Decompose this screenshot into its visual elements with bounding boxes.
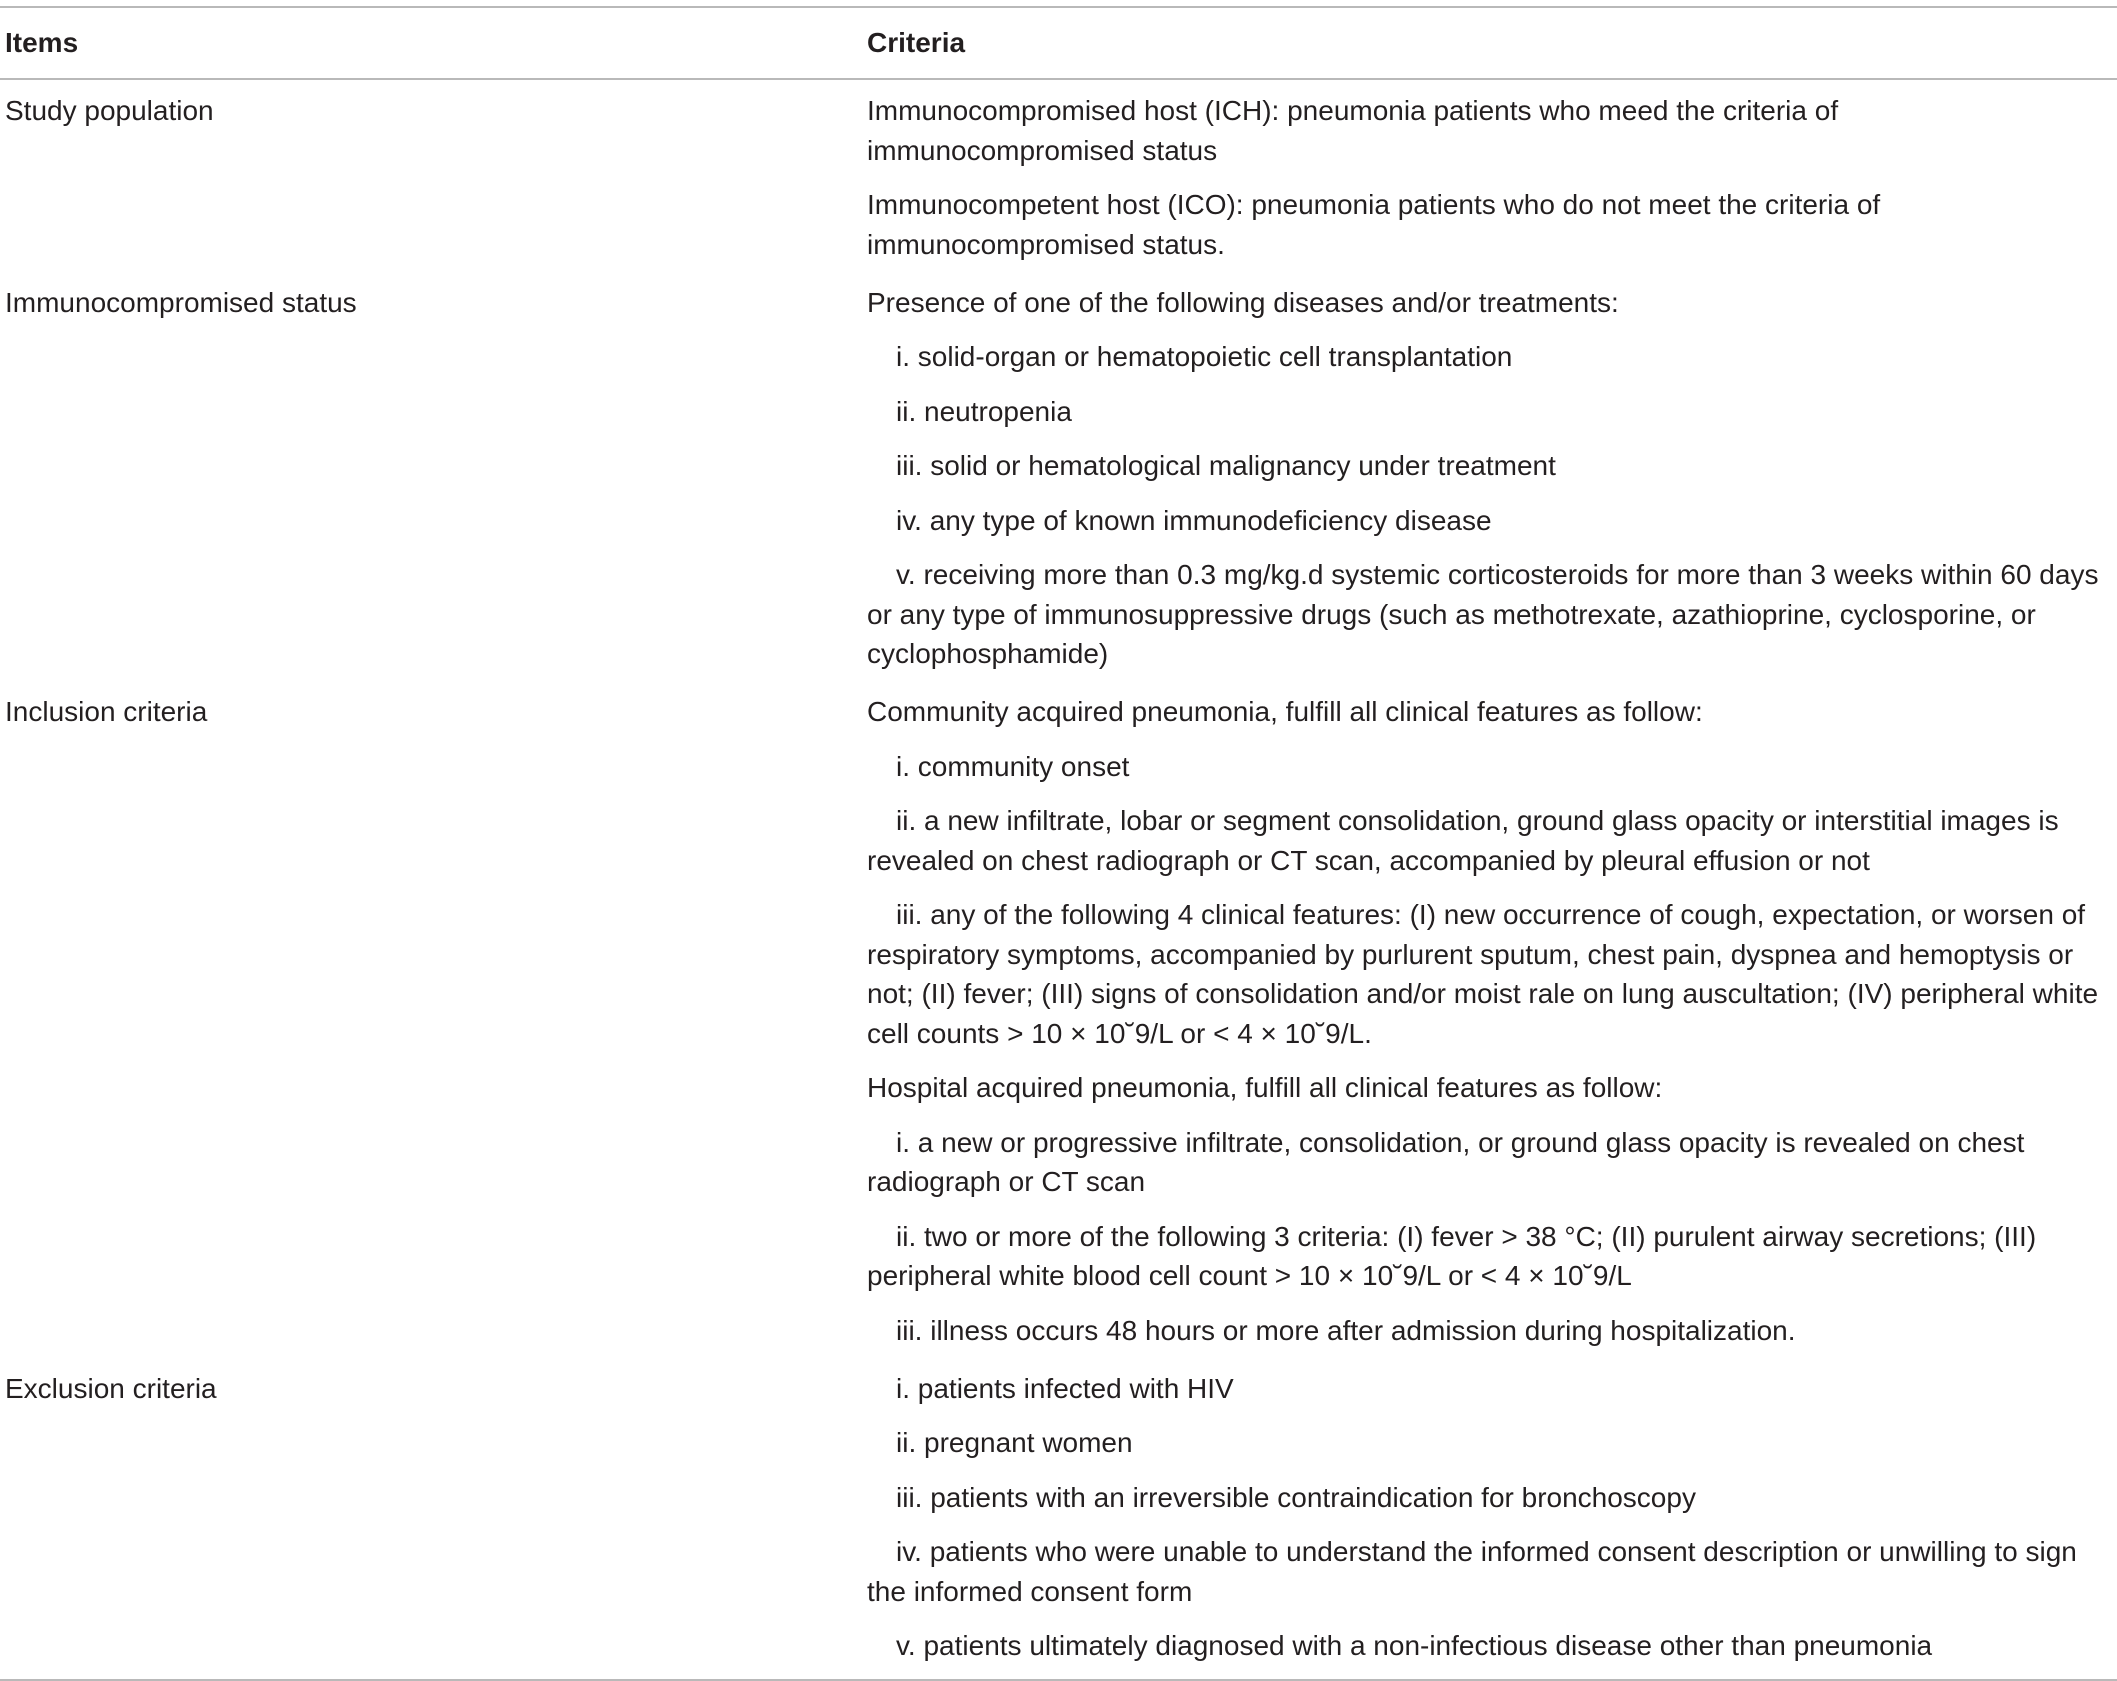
criteria-paragraph: ii. a new infiltrate, lobar or segment consolidation, ground glass opacity or interstitial images is revealed on chest radiograph or CT scan, accompanied by pleural effusion or not [867,805,2059,876]
table-row [0,681,2117,1358]
row-item-label: Study population [5,95,214,126]
criteria-paragraph: iii. illness occurs 48 hours or more after admission during hospitalization. [896,1314,1796,1346]
table-row [0,1358,2117,1674]
criteria-paragraph: v. receiving more than 0.3 mg/kg.d systemic corticosteroids for more than 3 weeks within 60 days or any type of immunosuppressive drugs (such as methotrexate, azathioprine, cyclosporine, or cyclophosphamide) [867,559,2099,669]
row-criteria-cell [867,80,2117,272]
criteria-paragraph: ii. two or more of the following 3 criteria: (I) fever > 38 °C; (II) purulent airway secretions; (III) peripheral white blood cell count > 10 × 10˘9/L or < 4 × 10˘9/L [867,1220,2037,1291]
criteria-paragraph: ii. neutropenia [896,395,1072,427]
header-items: Items [5,27,79,58]
criteria-paragraph: iii. any of the following 4 clinical features: (I) new occurrence of cough, expectation, or worsen of respiratory symptoms, accompanied by purlurent sputum, chest pain, dyspnea and hemoptysis or not; (II) fever; (III) signs of consolidation and/or moist rale on lung auscultation; (IV) peripheral white cell counts > 10 × 10˘9/L or < 4 × 10˘9/L. [867,899,2099,1049]
row-criteria-cell [867,681,2117,1358]
criteria-paragraph: i. solid-organ or hematopoietic cell transplantation [896,341,1513,372]
criteria-table [0,6,2117,1681]
criteria-paragraph: Immunocompromised host (ICH): pneumonia patients who meed the criteria of immunocompromised status [867,95,1839,166]
table-row [0,272,2117,682]
criteria-paragraph: i. community onset [896,750,1130,782]
criteria-paragraph: ii. pregnant women [896,1427,1133,1458]
criteria-paragraph: i. patients infected with HIV [896,1372,1234,1404]
criteria-paragraph: v. patients ultimately diagnosed with a non-infectious disease other than pneumonia [896,1630,1933,1661]
criteria-paragraph: Community acquired pneumonia, fulfill all clinical features as follow: [867,696,1703,727]
table-header-row [0,8,2117,80]
criteria-paragraph: i. a new or progressive infiltrate, consolidation, or ground glass opacity is revealed on chest radiograph or CT scan [867,1126,2025,1197]
row-item-label: Exclusion criteria [5,1372,217,1404]
criteria-paragraph: iv. any type of known immunodeficiency disease [896,504,1492,536]
table-body [0,80,2117,1673]
criteria-paragraph: iii. patients with an irreversible contraindication for bronchoscopy [896,1481,1696,1513]
table-row [0,80,2117,272]
row-item-label: Immunocompromised status [5,286,357,318]
row-criteria-cell [867,1358,2117,1674]
row-criteria-cell [867,272,2117,682]
criteria-paragraph: iii. solid or hematological malignancy under treatment [896,450,1556,481]
header-criteria: Criteria [867,27,966,58]
row-item-label: Inclusion criteria [5,696,208,727]
criteria-paragraph: Hospital acquired pneumonia, fulfill all clinical features as follow: [867,1072,1663,1103]
criteria-paragraph: iv. patients who were unable to understand the informed consent description or unwilling to sign the informed consent form [867,1536,2077,1607]
criteria-paragraph: Presence of one of the following diseases and/or treatments: [867,286,1619,318]
criteria-paragraph: Immunocompetent host (ICO): pneumonia patients who do not meet the criteria of immunocompromised status. [867,189,1881,260]
